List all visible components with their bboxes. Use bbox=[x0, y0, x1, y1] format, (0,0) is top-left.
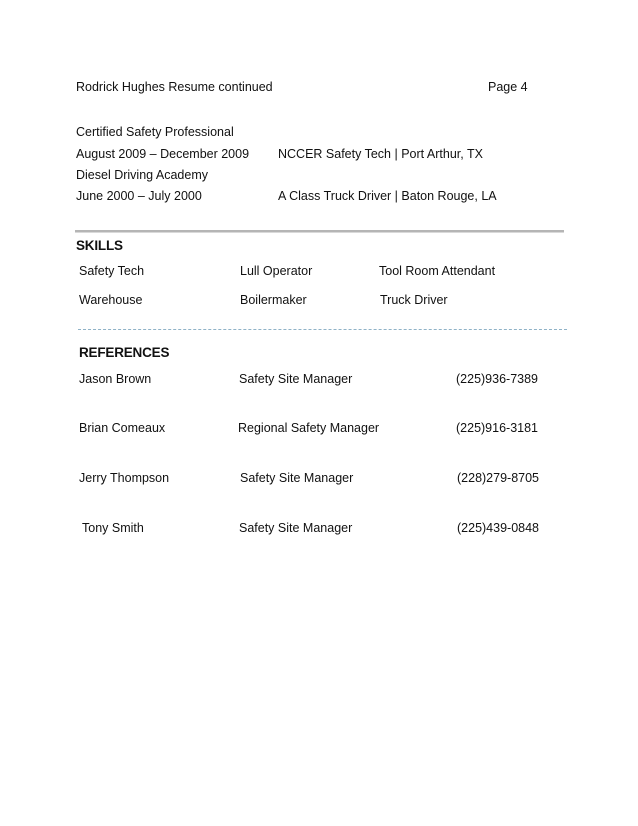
reference-phone: (225)439-0848 bbox=[457, 521, 540, 535]
section-divider-dashed bbox=[78, 329, 567, 330]
education-title-2: Diesel Driving Academy bbox=[76, 168, 208, 182]
reference-name: Jason Brown bbox=[79, 372, 152, 386]
reference-title: Safety Site Manager bbox=[240, 471, 354, 485]
skills-heading: SKILLS bbox=[76, 238, 123, 253]
reference-phone: (225)936-7389 bbox=[456, 372, 539, 386]
page-header-title: Rodrick Hughes Resume continued bbox=[76, 80, 273, 94]
reference-name: Brian Comeaux bbox=[79, 421, 166, 435]
education-dates-2: June 2000 – July 2000 bbox=[76, 189, 202, 203]
education-detail-1: NCCER Safety Tech | Port Arthur, TX bbox=[278, 147, 483, 161]
reference-name: Tony Smith bbox=[82, 521, 144, 535]
references-heading: REFERENCES bbox=[79, 345, 170, 360]
section-divider bbox=[75, 230, 564, 233]
reference-title: Safety Site Manager bbox=[239, 521, 353, 535]
reference-name: Jerry Thompson bbox=[79, 471, 170, 485]
education-detail-2: A Class Truck Driver | Baton Rouge, LA bbox=[278, 189, 497, 203]
skill-item: Boilermaker bbox=[240, 293, 307, 307]
reference-phone: (228)279-8705 bbox=[457, 471, 540, 485]
education-title-1: Certified Safety Professional bbox=[76, 125, 234, 139]
reference-phone: (225)916-3181 bbox=[456, 421, 539, 435]
reference-title: Safety Site Manager bbox=[239, 372, 353, 386]
skill-item: Tool Room Attendant bbox=[379, 264, 496, 278]
page-number: Page 4 bbox=[488, 80, 528, 94]
reference-title: Regional Safety Manager bbox=[238, 421, 380, 435]
skill-item: Truck Driver bbox=[380, 293, 448, 307]
skill-item: Safety Tech bbox=[79, 264, 145, 278]
skill-item: Warehouse bbox=[79, 293, 143, 307]
skill-item: Lull Operator bbox=[240, 264, 313, 278]
education-dates-1: August 2009 – December 2009 bbox=[76, 147, 250, 161]
